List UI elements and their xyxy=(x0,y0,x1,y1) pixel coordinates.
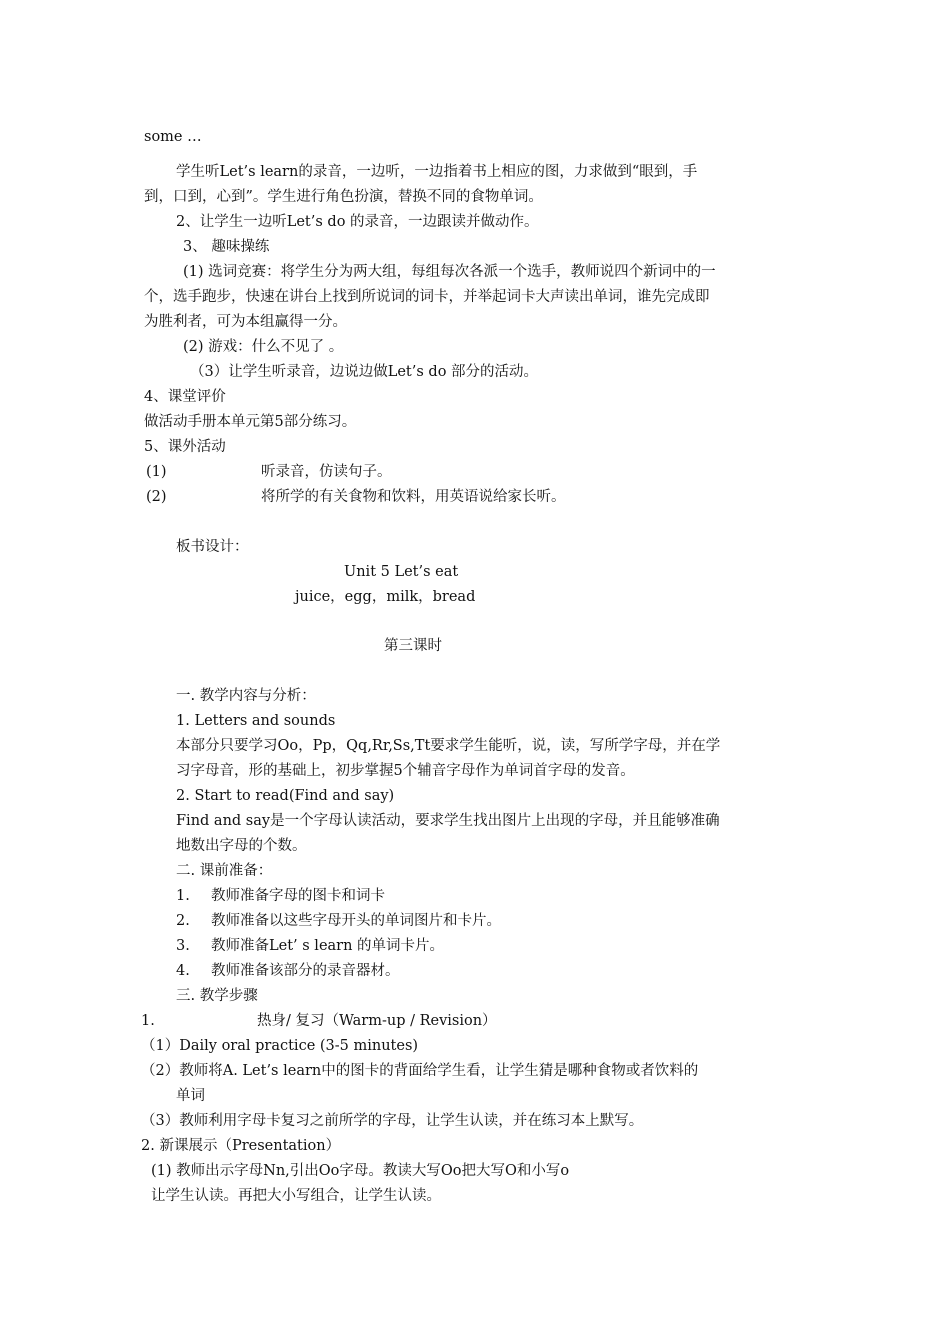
section-heading: 二. 课前准备： xyxy=(176,863,273,879)
text-line: 2、让学生一边听Let’s do 的录音，一边跟读并做动作。 xyxy=(176,214,539,230)
list-item-text: 教师准备以这些字母开头的单词图片和卡片。 xyxy=(211,913,501,929)
list-item-number: 1. xyxy=(141,1013,155,1029)
text-line: (2) 游戏：什么不见了 。 xyxy=(183,339,344,355)
text-line: 让学生认读。再把大小写组合，让学生认读。 xyxy=(151,1188,441,1204)
list-item-text: 教师准备该部分的录音器材。 xyxy=(211,963,400,979)
section-heading: 4、课堂评价 xyxy=(144,389,226,405)
section-heading: 三. 教学步骤 xyxy=(176,988,258,1004)
text-line: 1. Letters and sounds xyxy=(176,713,336,729)
list-item-number: (2) xyxy=(146,489,167,505)
board-design-label: 板书设计： xyxy=(176,539,249,555)
text-line: 地数出字母的个数。 xyxy=(176,838,307,854)
section-heading: 一. 教学内容与分析： xyxy=(176,688,316,704)
text-line: （1）Daily oral practice (3-5 minutes) xyxy=(141,1038,419,1054)
text-line: 2. Start to read(Find and say) xyxy=(176,788,395,804)
list-item-text: 教师准备Let’ s learn 的单词卡片。 xyxy=(211,938,445,954)
list-item-text: 教师准备字母的图卡和词卡 xyxy=(211,888,385,904)
lesson-title: 第三课时 xyxy=(384,638,442,654)
list-item-number: 4. xyxy=(176,963,190,979)
text-line: 做活动手册本单元第5部分练习。 xyxy=(144,414,357,430)
text-line: （2）教师将A. Let’s learn中的图卡的背面给学生看，让学生猜是哪种食物或者饮料的 xyxy=(141,1063,699,1079)
text-line: 个，选手跑步，快速在讲台上找到所说词的词卡，并举起词卡大声读出单词，谁先完成即 xyxy=(144,289,710,305)
list-item-number: (1) xyxy=(146,464,167,480)
text-line: （3）让学生听录音，边说边做Let’s do 部分的活动。 xyxy=(190,364,539,380)
text-line: Find and say是一个字母认读活动，要求学生找出图片上出现的字母，并且能够准确 xyxy=(176,813,720,829)
section-heading: 5、课外活动 xyxy=(144,439,226,455)
list-item-number: 2. xyxy=(176,913,190,929)
text-line: 本部分只要学习Oo，Pp，Qq,Rr,Ss,Tt要求学生能听，说，读，写所学字母，并在学 xyxy=(176,738,721,754)
text-line: some … xyxy=(144,129,202,145)
text-line: （3）教师利用字母卡复习之前所学的字母，让学生认读，并在练习本上默写。 xyxy=(141,1113,644,1129)
text-line: 习字母音，形的基础上，初步掌握5个辅音字母作为单词首字母的发音。 xyxy=(176,763,635,779)
board-title: Unit 5 Let’s eat xyxy=(344,564,459,580)
text-line: 为胜利者，可为本组赢得一分。 xyxy=(144,314,347,330)
text-line: 单词 xyxy=(176,1088,205,1104)
text-line: 学生听Let’s learn的录音，一边听，一边指着书上相应的图，力求做到“眼到，手 xyxy=(176,164,698,180)
text-line: (1) 选词竞赛：将学生分为两大组，每组每次各派一个选手，教师说四个新词中的一 xyxy=(183,264,716,280)
section-heading: 3、 趣味操练 xyxy=(183,239,270,255)
list-item-number: 1. xyxy=(176,888,190,904)
list-item-text: 将所学的有关食物和饮料，用英语说给家长听。 xyxy=(261,489,566,505)
text-line: (1) 教师出示字母Nn,引出Oo字母。教读大写Oo把大写O和小写o xyxy=(151,1163,570,1179)
text-line: 到，口到，心到”。学生进行角色扮演，替换不同的食物单词。 xyxy=(144,189,543,205)
list-item-number: 3. xyxy=(176,938,190,954)
board-words: juice，egg，milk，bread xyxy=(295,589,476,605)
list-item-text: 听录音，仿读句子。 xyxy=(261,464,392,480)
section-heading: 2. 新课展示（Presentation） xyxy=(141,1138,341,1154)
list-item-text: 热身/ 复习（Warm-up / Revision） xyxy=(257,1013,497,1029)
